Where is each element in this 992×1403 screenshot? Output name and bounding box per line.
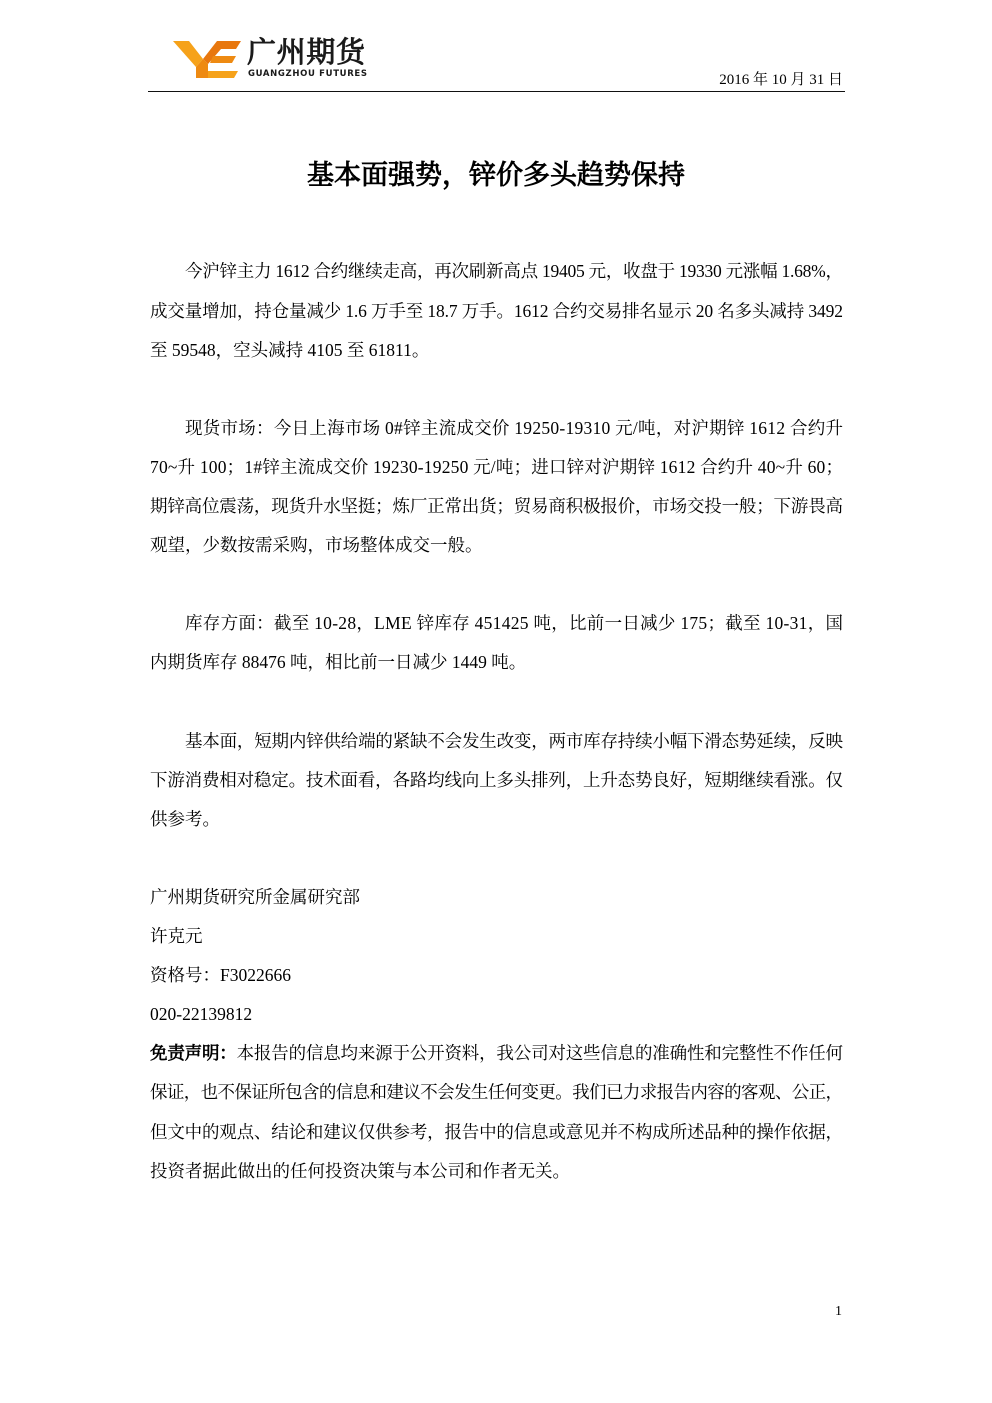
logo-e-bottom-bar xyxy=(208,71,238,78)
disclaimer-line xyxy=(150,1034,843,1073)
paragraph-line: 成交量增加，持仓量减少 1.6 万手至 18.7 万手。1612 合约交易排名显示 20 名多头减持 3492 xyxy=(150,300,843,321)
paragraph-line: 内期货库存 88476 吨，相比前一日减少 1449 吨。 xyxy=(150,652,527,673)
paragraph-outlook xyxy=(150,722,843,839)
paragraph-line: 基本面，短期内锌供给端的紧缺不会发生改变，两市库存持续小幅下滑态势延续，反映 xyxy=(185,730,843,751)
disclaimer-line: 保证，也不保证所包含的信息和建议不会发生任何变更。我们已力求报告内容的客观、公正， xyxy=(150,1082,843,1103)
disclaimer-line: 但文中的观点、结论和建议仅供参考，报告中的信息或意见并不构成所述品种的操作依据， xyxy=(150,1121,843,1142)
disclaimer-text: 本报告的信息均来源于公开资料，我公司对这些信息的准确性和完整性不作任何 xyxy=(236,1043,843,1064)
signature-phone: 020-22139812 xyxy=(150,1004,253,1025)
paragraph-price-action xyxy=(150,252,843,369)
logo-e-middle-bar xyxy=(210,56,236,63)
signature-author: 许克元 xyxy=(150,926,203,947)
disclaimer-line: 投资者据此做出的任何投资决策与本公司和作者无关。 xyxy=(150,1160,570,1181)
page-number: 1 xyxy=(835,1304,842,1319)
report-title: 基本面强势，锌价多头趋势保持 xyxy=(307,160,685,190)
paragraph-line: 下游消费相对稳定。技术面看，各路均线向上多头排列，上升态势良好，短期继续看涨。仅 xyxy=(150,769,843,790)
paragraph-line: 供参考。 xyxy=(150,808,220,829)
paragraph-spot-market xyxy=(150,409,843,565)
disclaimer-label: 免责声明： xyxy=(150,1044,237,1065)
report-date: 2016 年 10 月 31 日 xyxy=(719,72,843,88)
report-body xyxy=(150,252,843,1190)
paragraph-line: 现货市场：今日上海市场 0#锌主流成交价 19250-19310 元/吨，对沪期锌 1612 合约升 xyxy=(185,417,844,438)
disclaimer-block xyxy=(150,1034,843,1190)
paragraph-line: 70~升 100；1#锌主流成交价 19230-19250 元/吨；进口锌对沪期锌 1612 合约升 40~升 60； xyxy=(150,456,844,477)
company-name-en: GUANGZHOU FUTURES xyxy=(248,69,368,79)
company-logo-icon xyxy=(172,38,242,80)
logo-y-left-arm xyxy=(173,41,203,67)
signature-block xyxy=(150,878,843,1034)
paragraph-line: 观望，少数按需采购，市场整体成交一般。 xyxy=(150,535,483,556)
paragraph-line: 库存方面：截至 10-28，LME 锌库存 451425 吨，比前一日减少 175；截至 10-31，国 xyxy=(185,613,844,634)
paragraph-line: 今沪锌主力 1612 合约继续走高，再次刷新高点 19405 元，收盘于 19330 元涨幅 1.68%， xyxy=(185,261,843,282)
paragraph-inventory xyxy=(150,604,843,682)
paragraph-line: 至 59548，空头减持 4105 至 61811。 xyxy=(150,339,430,360)
signature-department: 广州期货研究所金属研究部 xyxy=(150,886,360,907)
signature-qualification: 资格号：F3022666 xyxy=(150,965,291,986)
header-divider xyxy=(148,91,845,92)
company-name: 广州期货 xyxy=(247,35,366,69)
paragraph-line: 期锌高位震荡，现货升水坚挺；炼厂正常出货；贸易商积极报价，市场交投一般；下游畏高 xyxy=(150,496,843,516)
